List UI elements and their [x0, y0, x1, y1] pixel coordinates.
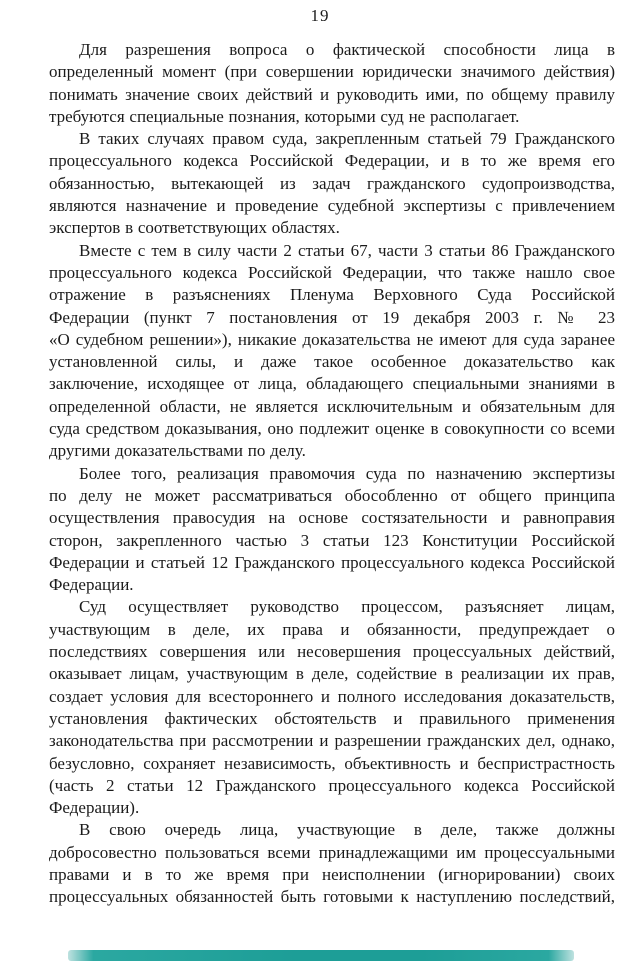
text-line: правами и в то же время при неисполнении (игнорировании) своих [49, 864, 615, 884]
text-line: являются назначение и проведение судебной экспертизы с привлечением [49, 196, 615, 216]
text-line: Федерации (пункт 7 постановления от 19 декабря 2003 г. № 23 [49, 307, 615, 327]
text-line: Федерации и статьей 12 Гражданского процессуального кодекса Российской [49, 552, 615, 572]
text-line: В свою очередь лица, участвующие в деле, также должны [79, 820, 615, 840]
text-line: сторон, закрепленного частью 3 статьи 123 Конституции Российской [49, 530, 615, 550]
text-line: экспертов в соответствующих областях. [49, 218, 340, 238]
paragraph [49, 240, 615, 463]
text-line: законодательства при рассмотрении и разрешении гражданских дел, однако, [49, 731, 615, 751]
text-line: определенной области, не является исключительным и обязательным для [49, 396, 615, 416]
text-line: требуются специальные познания, которыми суд не располагает. [49, 106, 520, 126]
paragraph [49, 596, 615, 819]
text-line: Суд осуществляет руководство процессом, разъясняет лицам, [79, 597, 615, 617]
text-line: заключение, исходящее от лица, обладающего специальными знаниями в [49, 374, 615, 394]
document-body-text [49, 39, 615, 909]
paragraph [49, 819, 615, 908]
text-line: понимать значение своих действий и руководить ими, по общему правилу [49, 84, 615, 104]
highlight-bar [68, 950, 574, 961]
text-line: Более того, реализация правомочия суда по назначению экспертизы [79, 463, 615, 483]
text-line: (часть 2 статьи 12 Гражданского процессуального кодекса Российской [49, 775, 615, 795]
text-line: отражение в разъяснениях Пленума Верховного Суда Российской [49, 285, 615, 305]
text-line: Федерации. [49, 575, 134, 595]
text-line: участвующим в деле, их права и обязанности, предупреждает о [49, 619, 615, 639]
paragraph [49, 463, 615, 597]
text-line: по делу не может рассматриваться обособленно от общего принципа [49, 485, 615, 505]
text-line: процессуального кодекса Российской Федерации, что также нашло свое [49, 262, 615, 282]
text-line: установления фактических обстоятельств и правильного применения [49, 708, 615, 728]
text-line: Для разрешения вопроса о фактической способности лица в [79, 40, 615, 59]
paragraph [49, 39, 615, 128]
text-line: безусловно, сохраняет независимость, объективность и беспристрастность [49, 753, 615, 773]
text-line: установленной силы, и даже такое особенное доказательство как [49, 352, 615, 372]
paragraph [49, 128, 615, 239]
text-line: определенный момент (при совершении юридически значимого действия) [49, 62, 615, 82]
text-line: создает условия для всестороннего и полного исследования доказательств, [49, 686, 615, 706]
text-line: обязанностью, вытекающей из задач гражданского судопроизводства, [49, 173, 615, 193]
text-line: Вместе с тем в силу части 2 статьи 67, части 3 статьи 86 Гражданского [79, 240, 615, 260]
text-line: процессуального кодекса Российской Федерации, и в то же время его [49, 151, 615, 171]
text-line: оказывает лицам, участвующим в деле, содействие в реализации их прав, [49, 664, 615, 684]
text-line: добросовестно пользоваться всеми принадлежащими им процессуальными [49, 842, 615, 862]
text-line: Федерации). [49, 798, 140, 818]
text-line: последствиях совершения или несовершения процессуальных действий, [49, 642, 615, 662]
text-line: суда средством доказывания, оно подлежит оценке в совокупности со всеми [49, 419, 615, 439]
text-line: В таких случаях правом суда, закрепленным статьей 79 Гражданского [79, 129, 615, 149]
page-number: 19 [310, 6, 330, 25]
text-line: процессуальных обязанностей быть готовыми к наступлению последствий, [49, 887, 615, 907]
text-line: другими доказательствами по делу. [49, 441, 306, 461]
text-line: «О судебном решении»), никакие доказательства не имеют для суда заранее [49, 329, 615, 349]
text-line: осуществления правосудия на основе состязательности и равноправия [49, 508, 615, 528]
